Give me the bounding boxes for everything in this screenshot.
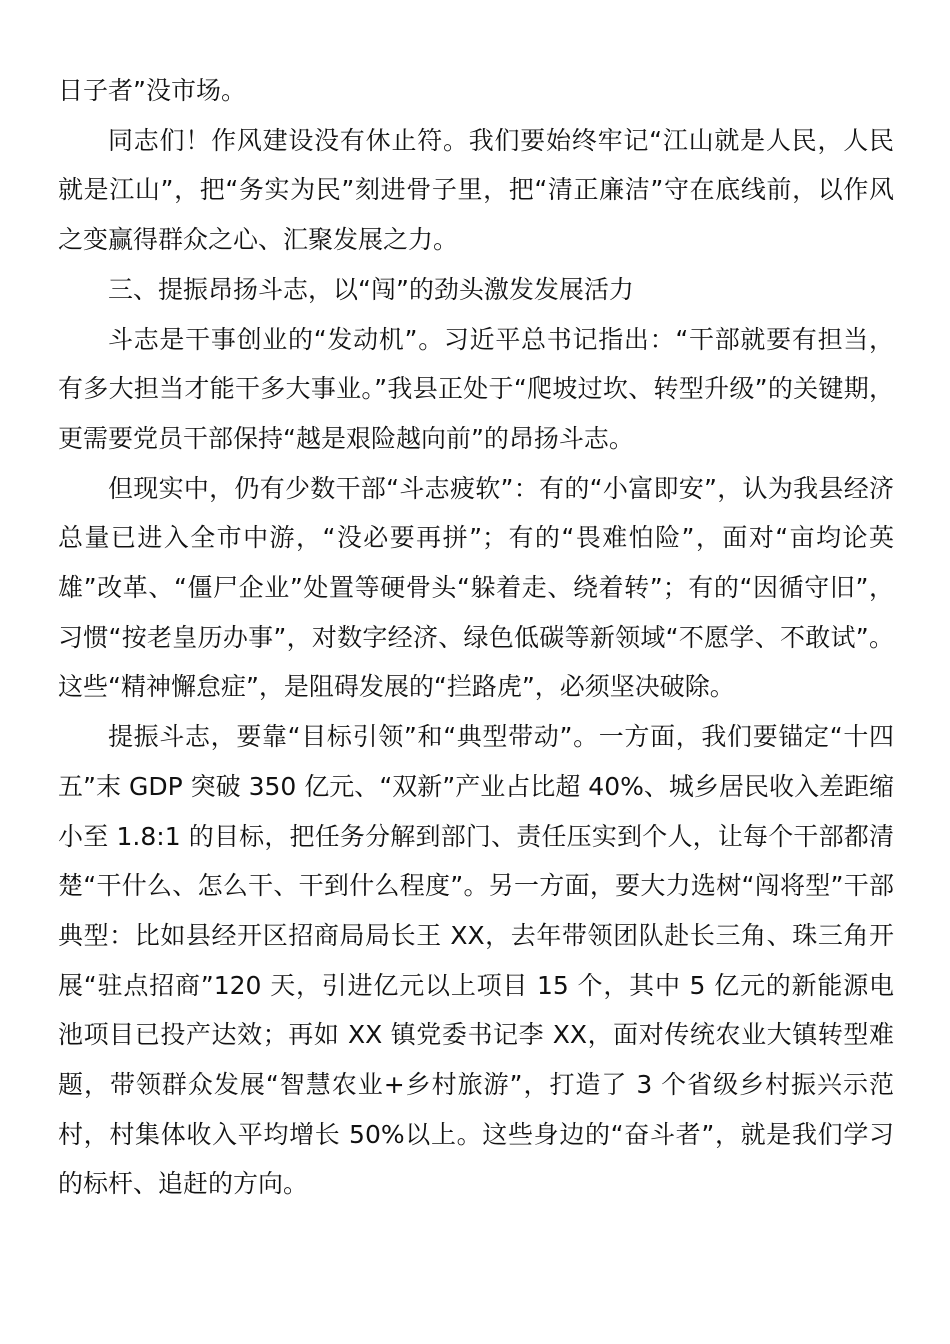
paragraph-fighting-spirit: 斗志是干事创业的“发动机”。习近平总书记指出：“干部就要有担当，有多大担当才能干多大事业。”我县正处于“爬坡过坎、转型升级”的关键期，更需要党员干部保持“越是艰险越向前”的昂扬斗志。 bbox=[58, 324, 894, 453]
paragraph-reality: 但现实中，仍有少数干部“斗志疲软”：有的“小富即安”，认为我县经济总量已进入全市中游，“没必要再拼”；有的“畏难怕险”，面对“亩均论英雄”改革、“僵尸企业”处置等硬骨头“躲着走、绕着转”；有的“因循守旧”，习惯“按老皇历办事”，对数字经济、绿色低碳等新领域“不愿学、不敢试”。这些“精神懈怠症”，是阻碍发展的“拦路虎”，必须坚决破除。 bbox=[58, 473, 894, 702]
paragraph-work-style: 同志们！作风建设没有休止符。我们要始终牢记“江山就是人民，人民就是江山”，把“务实为民”刻进骨子里，把“清正廉洁”守在底线前，以作风之变赢得群众之心、汇聚发展之力。 bbox=[58, 125, 894, 255]
paragraph-continuation: 日子者”没市场。 bbox=[58, 76, 246, 105]
paragraph-boost-spirit: 提振斗志，要靠“目标引领”和“典型带动”。一方面，我们要锚定“十四五”末 GDP 突破 350 亿元、“双新”产业占比超 40%、城乡居民收入差距缩小至 1.8:1 的目标，把任务分解到部门、责任压实到个人，让每个干部都清楚“干什么、怎么干、干到什么程度”。另一方面，要大力选树“闯将型”干部典型：比如县经开区招商局局长王 XX，去年带领团队赴长三角、珠三角开展“驻点招商”120 天，引进亿元以上项目 15 个，其中 5 亿元的新能源电池项目已投产达效；再如 XX 镇党委书记李 XX，面对传统农业大镇转型难题，带领群众发展“智慧农业+乡村旅游”，打造了 3 个省级乡村振兴示范村，村集体收入平均增长 50%以上。这些身边的“奋斗者”，就是我们学习的标杆、追赶的方向。 bbox=[58, 722, 894, 1199]
section-heading: 三、提振昂扬斗志，以“闯”的劲头激发发展活力 bbox=[108, 274, 634, 304]
document-page bbox=[58, 66, 894, 1209]
